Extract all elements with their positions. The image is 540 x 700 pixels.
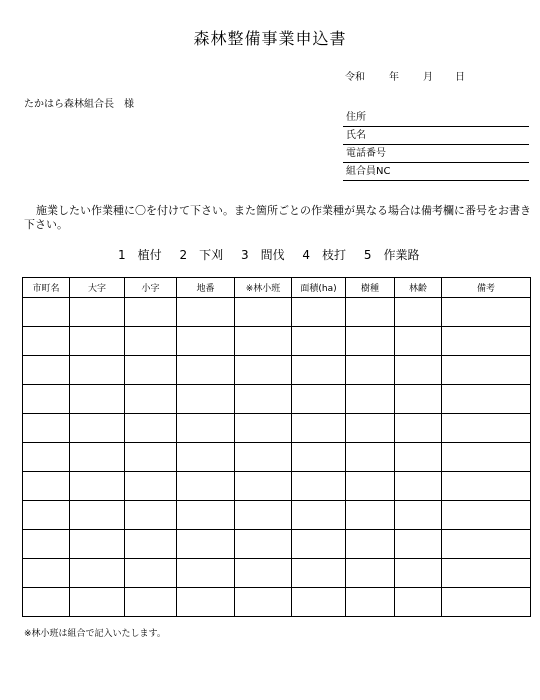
table-cell[interactable] <box>442 385 531 414</box>
table-cell[interactable] <box>442 443 531 472</box>
table-cell[interactable] <box>292 472 346 501</box>
applicant-info <box>343 110 529 182</box>
col-lot-number: 地番 <box>177 278 235 298</box>
table-cell[interactable] <box>442 530 531 559</box>
table-cell[interactable] <box>235 588 292 617</box>
work-type-weeding[interactable]: 2 下刈 <box>179 248 224 262</box>
table-cell[interactable] <box>125 327 177 356</box>
work-type-thinning[interactable]: 3 間伐 <box>240 248 285 262</box>
table-cell[interactable] <box>442 414 531 443</box>
table-cell[interactable] <box>125 472 177 501</box>
date-month: 月 <box>423 72 433 83</box>
table-cell[interactable] <box>177 327 235 356</box>
table-cell[interactable] <box>395 501 442 530</box>
table-cell[interactable] <box>125 356 177 385</box>
table-cell[interactable] <box>395 327 442 356</box>
table-row <box>23 298 531 327</box>
table-cell[interactable] <box>235 327 292 356</box>
phone-label: 電話番号 <box>346 148 386 159</box>
table-cell[interactable] <box>23 356 70 385</box>
table-cell[interactable] <box>346 530 395 559</box>
date-year: 年 <box>389 72 399 83</box>
table-cell[interactable] <box>235 414 292 443</box>
col-forest-age: 林齢 <box>395 278 442 298</box>
table-cell[interactable] <box>125 385 177 414</box>
table-cell[interactable] <box>235 559 292 588</box>
table-cell[interactable] <box>23 588 70 617</box>
table-cell[interactable] <box>292 443 346 472</box>
table-cell[interactable] <box>23 501 70 530</box>
table-body <box>23 298 531 617</box>
table-cell[interactable] <box>70 501 125 530</box>
table-row <box>23 414 531 443</box>
table-cell[interactable] <box>442 472 531 501</box>
table-cell[interactable] <box>125 588 177 617</box>
table-cell[interactable] <box>442 356 531 385</box>
table-cell[interactable] <box>235 443 292 472</box>
address-field[interactable] <box>343 110 529 127</box>
table-cell[interactable] <box>442 559 531 588</box>
work-type-pruning[interactable]: 4 枝打 <box>302 248 347 262</box>
table-cell[interactable] <box>346 414 395 443</box>
table-cell[interactable] <box>177 356 235 385</box>
table-cell[interactable] <box>70 356 125 385</box>
table-cell[interactable] <box>292 414 346 443</box>
table-cell[interactable] <box>442 588 531 617</box>
table-cell[interactable] <box>23 385 70 414</box>
table-cell[interactable] <box>125 530 177 559</box>
table-cell[interactable] <box>395 298 442 327</box>
table-cell[interactable] <box>125 559 177 588</box>
table-header-row <box>23 278 531 298</box>
address-label: 住所 <box>346 112 366 123</box>
col-remarks: 備考 <box>442 278 531 298</box>
table-cell[interactable] <box>235 385 292 414</box>
table-cell[interactable] <box>346 588 395 617</box>
name-label: 氏名 <box>346 130 366 141</box>
table-cell[interactable] <box>70 327 125 356</box>
table-cell[interactable] <box>346 327 395 356</box>
phone-field[interactable] <box>343 146 529 163</box>
member-no-label: 組合員NC <box>346 166 391 177</box>
table-row <box>23 356 531 385</box>
col-tree-species: 樹種 <box>346 278 395 298</box>
table-row <box>23 559 531 588</box>
table-cell[interactable] <box>177 588 235 617</box>
table-cell[interactable] <box>70 443 125 472</box>
table-cell[interactable] <box>125 298 177 327</box>
table-cell[interactable] <box>177 414 235 443</box>
table-cell[interactable] <box>235 472 292 501</box>
table-row <box>23 530 531 559</box>
table-cell[interactable] <box>177 559 235 588</box>
table-cell[interactable] <box>23 530 70 559</box>
table-cell[interactable] <box>235 356 292 385</box>
table-cell[interactable] <box>70 414 125 443</box>
table-cell[interactable] <box>442 298 531 327</box>
col-forest-compartment: ※林小班 <box>235 278 292 298</box>
table-cell[interactable] <box>292 559 346 588</box>
member-no-field[interactable] <box>343 164 529 181</box>
table-cell[interactable] <box>70 472 125 501</box>
table-cell[interactable] <box>395 385 442 414</box>
table-cell[interactable] <box>346 385 395 414</box>
table-cell[interactable] <box>442 501 531 530</box>
table-row <box>23 385 531 414</box>
col-municipality: 市町名 <box>23 278 70 298</box>
work-type-planting[interactable]: 1 植付 <box>118 248 162 262</box>
col-oaza: 大字 <box>70 278 125 298</box>
table-cell[interactable] <box>125 443 177 472</box>
table-cell[interactable] <box>23 472 70 501</box>
table-cell[interactable] <box>125 414 177 443</box>
table-cell[interactable] <box>346 559 395 588</box>
table-cell[interactable] <box>395 588 442 617</box>
work-type-road[interactable]: 5 作業路 <box>363 248 420 262</box>
table-cell[interactable] <box>395 530 442 559</box>
footnote: ※林小班は組合で記入いたします。 <box>24 629 166 639</box>
date-day: 日 <box>455 72 465 83</box>
table-cell[interactable] <box>235 298 292 327</box>
table-row <box>23 443 531 472</box>
table-cell[interactable] <box>346 472 395 501</box>
col-koaza: 小字 <box>125 278 177 298</box>
table-cell[interactable] <box>177 385 235 414</box>
table-cell[interactable] <box>70 559 125 588</box>
table-cell[interactable] <box>292 356 346 385</box>
table-row <box>23 501 531 530</box>
table-cell[interactable] <box>395 559 442 588</box>
form-title: 森林整備事業申込書 <box>193 29 347 48</box>
work-type-list <box>118 246 434 263</box>
table-cell[interactable] <box>23 414 70 443</box>
table-cell[interactable] <box>23 327 70 356</box>
table-cell[interactable] <box>292 588 346 617</box>
table-cell[interactable] <box>125 501 177 530</box>
table-cell[interactable] <box>177 472 235 501</box>
table-cell[interactable] <box>346 443 395 472</box>
table-cell[interactable] <box>177 530 235 559</box>
table-cell[interactable] <box>292 327 346 356</box>
name-field[interactable] <box>343 128 529 145</box>
instruction-text: 施業したい作業種に〇を付けて下さい。また箇所ごとの作業種が異なる場合は備考欄に番号をお書き下さい。 <box>24 204 531 231</box>
table-cell[interactable] <box>177 501 235 530</box>
addressee: たかはら森林組合長 様 <box>24 99 134 110</box>
table-cell[interactable] <box>70 298 125 327</box>
table-cell[interactable] <box>346 356 395 385</box>
table-cell[interactable] <box>292 501 346 530</box>
table-row <box>23 472 531 501</box>
table-cell[interactable] <box>346 298 395 327</box>
table-cell[interactable] <box>292 298 346 327</box>
table-cell[interactable] <box>346 501 395 530</box>
col-area: 面積(ha) <box>292 278 346 298</box>
table-cell[interactable] <box>70 588 125 617</box>
table-cell[interactable] <box>23 298 70 327</box>
table-cell[interactable] <box>292 385 346 414</box>
table-cell[interactable] <box>70 385 125 414</box>
table-cell[interactable] <box>23 443 70 472</box>
table-cell[interactable] <box>70 530 125 559</box>
table-cell[interactable] <box>177 298 235 327</box>
table-cell[interactable] <box>235 501 292 530</box>
table-cell[interactable] <box>23 559 70 588</box>
table-cell[interactable] <box>177 443 235 472</box>
table-cell[interactable] <box>292 530 346 559</box>
table-cell[interactable] <box>395 356 442 385</box>
application-table <box>22 277 531 617</box>
table-cell[interactable] <box>395 472 442 501</box>
table-cell[interactable] <box>235 530 292 559</box>
table-cell[interactable] <box>395 443 442 472</box>
table-row <box>23 588 531 617</box>
table-cell[interactable] <box>442 327 531 356</box>
date-era: 令和 <box>345 72 365 83</box>
table-row <box>23 327 531 356</box>
table-cell[interactable] <box>395 414 442 443</box>
date-line <box>345 68 465 83</box>
